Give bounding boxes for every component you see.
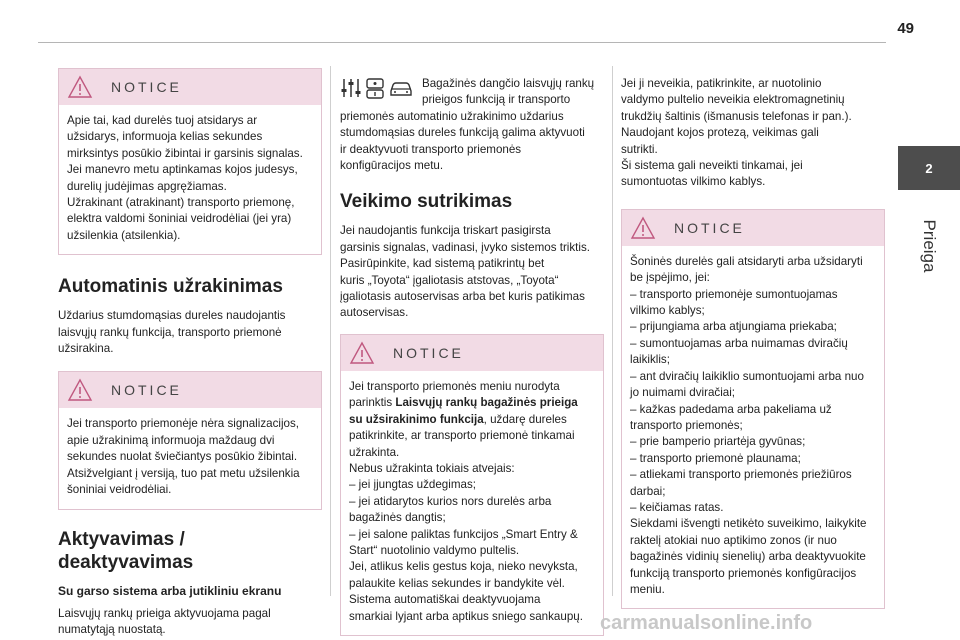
notice-title: NOTICE (111, 79, 182, 95)
icon-group (340, 76, 414, 100)
notice-text: Apie tai, kad durelės tuoj atsidarys ar užsidarys, informuoja kelias sekundes mirksintys posūkio žibintai ir garsinis signalas. Jei manevro metu aptinkamas kojos judesys, durelių judėjimas apgręžiamas. Užrakinant (atrakinant) transporto priemonę, elektra valdomi šoniniai veidrodėliai (jei yra) užsilenkia (atsilenkia). (59, 105, 321, 254)
paragraph: Jei naudojantis funkcija triskart pasigirsta garsinis signalas, vadinasi, įvyko sistemos triktis. Pasirūpinkite, kad sistemą patikrintų bet kuris „Toyota“ įgaliotasis atstovas, „Toyota“ įgaliotasis autoservisas arba bet kuris patikimas autoservisas. (340, 224, 590, 320)
paragraph: Laisvųjų rankų prieiga aktyvuojama pagal numatytąją nuostatą. (58, 606, 271, 636)
paragraph: Uždarius stumdomąsias dureles naudojantis laisvųjų rankų funkcija, transporto priemonė užsirakina. (58, 309, 286, 356)
warning-icon (630, 216, 656, 240)
section-heading: Aktyvavimas / deaktyvavimas (58, 528, 194, 573)
column-2 (340, 76, 604, 636)
notice-box (621, 209, 885, 610)
column-divider (612, 66, 613, 596)
watermark: carmanualsonline.info (600, 612, 813, 634)
warning-icon (349, 341, 375, 365)
intro-with-icons (340, 76, 604, 109)
paragraph: Bagažinės dangčio laisvųjų rankų prieigos funkciją ir transporto (422, 77, 595, 107)
chapter-label (898, 196, 960, 296)
notice-header (59, 372, 321, 408)
notice-box (58, 371, 322, 509)
notice-title: NOTICE (111, 382, 182, 399)
notice-header (622, 210, 884, 246)
warning-icon (67, 75, 93, 99)
sub-heading: Su garso sistema arba jutikliniu ekranu (58, 583, 282, 598)
section-heading: Automatinis užrakinimas (58, 276, 283, 298)
notice-title: NOTICE (674, 219, 745, 236)
chapter-tab[interactable]: 2 (898, 146, 960, 190)
paragraph: priemonės automatinio užrakinimo uždarius stumdomąsias dureles funkciją galima aktyvuoti ir deaktyvuoti transporto priemonės konfigūracijos metu. (340, 109, 585, 173)
settings-sliders-icon (340, 76, 362, 100)
column-3 (621, 76, 885, 609)
chapter-label-text: Prieiga (920, 219, 939, 273)
paragraph: Jei ji neveikia, patikrinkite, ar nuotolinio valdymo pultelio neveikia elektromagnetinių trukdžių šaltinis (išmanusis telefonas ir pan.). Naudojant kojos protezą, veikimas gali sutrikti. Ši sistema gali neveikti tinkamai, jei sumontuotas vilkimo kablys. (621, 77, 852, 189)
notice-text: Jei transporto priemonėje nėra signalizacijos, apie užrakinimą informuoja maždaug dvi sekundes nuolat šviečiantys posūkio žibintai. Atsižvelgiant į versiją, tuo pat metu užsilenkia šoniniai veidrodėliai. (59, 408, 321, 508)
notice-header (341, 335, 603, 371)
column-divider (330, 66, 331, 596)
notice-text: Šoninės durelės gali atsidaryti arba užsidaryti be įspėjimo, jei: – transporto priemonėje sumontuojamas vilkimo kablys; – prijungiama arba atjungiama priekaba; – sumontuojamas arba nuimamas dviračių laikiklis; – ant dviračių laikiklio sumontuojami arba nuo jo nuimami dviračiai; – kažkas padedama arba pakeliama už transporto priemonės; – prie bamperio priartėja gyvūnas; – transporto priemonė plaunama; – atliekami transporto priemonės priežiūros darbai; – keičiamas ratas. Siekdami išvengti netikėto suveikimo, laikykite raktelį atokiai nuo aptikimo zonos (ir nuo bagažinės vidinių sienelių) arba deaktyvuokite funkciją transporto priemonės konfigūracijos meniu. (622, 246, 884, 609)
notice-box (340, 334, 604, 636)
notice-box (58, 68, 322, 255)
column-1 (58, 68, 322, 638)
warning-icon (67, 378, 93, 402)
menu-screen-icon (364, 76, 386, 100)
notice-text: Jei transporto priemonės meniu nurodyta parinktis Laisvųjų rankų bagažinės prieiga su užsirakinimo funkcija, uždarę dureles patikrinkite, ar transporto priemonė tinkamai užrakinta. Nebus užrakinta tokiais atvejais: – jei įjungtas uždegimas; – jei atidarytos kurios nors durelės arba bagažinės dangtis; – jei salone paliktas funkcijos „Smart Entry & Start“ nuotolinio valdymo pultelis. Jei, atlikus kelis gestus koja, nieko nevyksta, palaukite kelias sekundes ir bandykite vėl. Sistema automatiškai deaktyvuojama smarkiai lyjant arba aptikus sniego sankaupų. (341, 371, 603, 635)
car-icon (388, 76, 414, 100)
page-number: 49 (897, 20, 914, 37)
notice-header (59, 69, 321, 105)
header-divider (38, 42, 886, 43)
notice-title: NOTICE (393, 344, 464, 361)
section-heading: Veikimo sutrikimas (340, 191, 513, 213)
